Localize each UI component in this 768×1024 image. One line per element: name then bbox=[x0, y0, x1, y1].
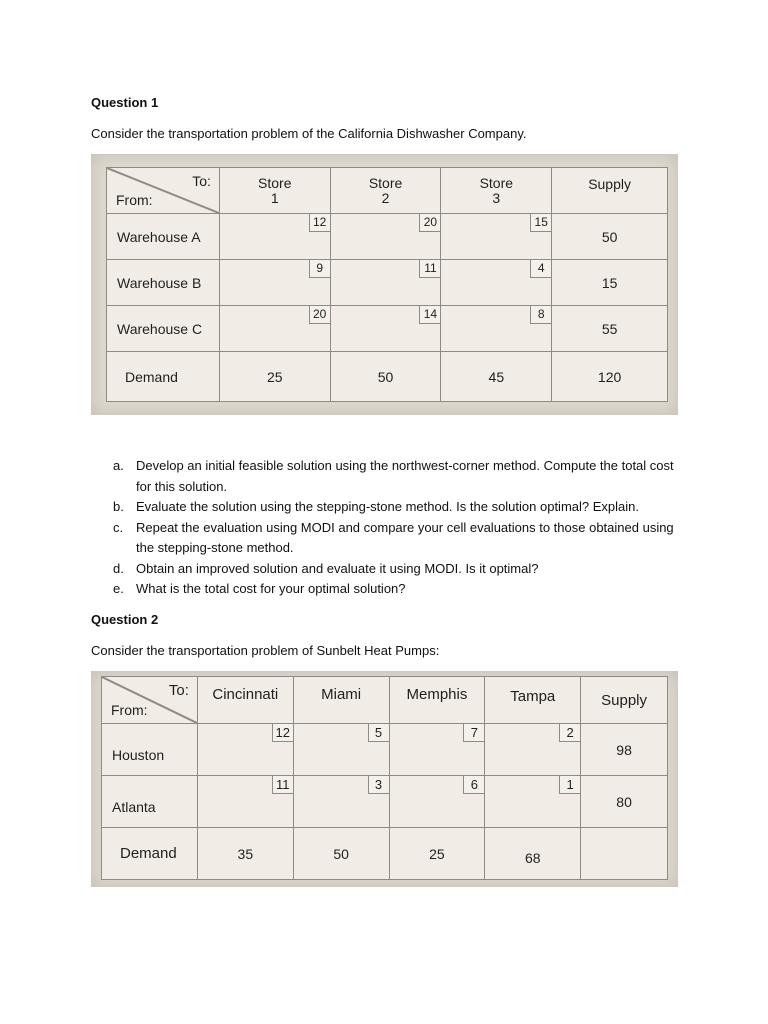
to-label: To: bbox=[192, 173, 211, 189]
cell bbox=[219, 306, 330, 352]
question-2-intro: Consider the transportation problem of Sunbelt Heat Pumps: bbox=[91, 643, 440, 658]
list-text: Evaluate the solution using the stepping-stone method. Is the solution optimal? Explain. bbox=[136, 499, 639, 514]
cost-box: 12 bbox=[272, 724, 293, 742]
cell bbox=[389, 724, 485, 776]
cell bbox=[197, 776, 293, 828]
cell bbox=[441, 260, 552, 306]
cost-box: 20 bbox=[419, 214, 440, 232]
list-item bbox=[91, 497, 691, 518]
list-marker: c. bbox=[113, 519, 124, 535]
cell bbox=[219, 260, 330, 306]
table-header-row bbox=[102, 677, 668, 724]
question-2-table-photo bbox=[91, 671, 678, 887]
column-header-store-1: Store 1 bbox=[219, 168, 330, 214]
column-header-tampa: Tampa bbox=[485, 677, 581, 724]
row-label-demand: Demand bbox=[102, 828, 198, 880]
supply-value: 55 bbox=[552, 306, 668, 352]
cell bbox=[389, 776, 485, 828]
question-2-heading: Question 2 bbox=[91, 612, 159, 627]
list-marker: d. bbox=[113, 560, 124, 576]
corner-header-cell bbox=[107, 168, 220, 214]
demand-value: 25 bbox=[389, 828, 485, 880]
list-item bbox=[91, 579, 691, 600]
supply-value: 50 bbox=[552, 214, 668, 260]
row-label-warehouse-b: Warehouse B bbox=[107, 260, 220, 306]
column-header-supply: Supply bbox=[552, 168, 668, 214]
from-label: From: bbox=[116, 192, 153, 208]
cell bbox=[219, 214, 330, 260]
supply-value: 80 bbox=[581, 776, 668, 828]
cost-box: 6 bbox=[463, 776, 484, 794]
demand-value: 68 bbox=[485, 828, 581, 880]
demand-value: 50 bbox=[330, 352, 441, 402]
cell bbox=[441, 214, 552, 260]
cell bbox=[485, 776, 581, 828]
to-label: To: bbox=[168, 682, 189, 699]
list-text: Develop an initial feasible solution using the northwest-corner method. Compute the total cost for this solution. bbox=[136, 458, 674, 494]
cell bbox=[441, 306, 552, 352]
question-1-intro: Consider the transportation problem of the California Dishwasher Company. bbox=[91, 126, 527, 141]
cost-box: 9 bbox=[309, 260, 330, 278]
list-item bbox=[91, 559, 691, 580]
cost-box: 2 bbox=[559, 724, 580, 742]
cell bbox=[293, 724, 389, 776]
demand-value: 35 bbox=[197, 828, 293, 880]
from-label: From: bbox=[111, 702, 148, 718]
demand-value: 45 bbox=[441, 352, 552, 402]
question-1-parts-list bbox=[91, 456, 691, 600]
row-label-demand: Demand bbox=[107, 352, 220, 402]
column-header-store-2: Store 2 bbox=[330, 168, 441, 214]
table-row bbox=[107, 260, 668, 306]
total-value: 120 bbox=[552, 352, 668, 402]
cost-box: 8 bbox=[530, 306, 551, 324]
row-label-warehouse-a: Warehouse A bbox=[107, 214, 220, 260]
table-row bbox=[102, 724, 668, 776]
list-marker: e. bbox=[113, 581, 124, 596]
cost-box: 3 bbox=[368, 776, 389, 794]
row-label-houston: Houston bbox=[102, 724, 198, 776]
table-row bbox=[107, 214, 668, 260]
question-2-transportation-table bbox=[101, 676, 668, 880]
table-row bbox=[107, 306, 668, 352]
list-text: What is the total cost for your optimal solution? bbox=[136, 581, 406, 596]
question-1-table-photo bbox=[91, 154, 678, 415]
supply-value: 15 bbox=[552, 260, 668, 306]
cell bbox=[293, 776, 389, 828]
cost-box: 12 bbox=[309, 214, 330, 232]
row-label-atlanta: Atlanta bbox=[102, 776, 198, 828]
column-header-miami: Miami bbox=[293, 677, 389, 724]
cost-box: 20 bbox=[309, 306, 330, 324]
cell bbox=[485, 724, 581, 776]
list-item bbox=[91, 456, 691, 497]
cost-box: 4 bbox=[530, 260, 551, 278]
cell bbox=[330, 260, 441, 306]
cost-box: 11 bbox=[419, 260, 440, 278]
cost-box: 1 bbox=[559, 776, 580, 794]
list-text: Repeat the evaluation using MODI and compare your cell evaluations to those obtained using the stepping-stone method. bbox=[136, 519, 674, 555]
table-row bbox=[102, 776, 668, 828]
empty-cell bbox=[581, 828, 668, 880]
list-text: Obtain an improved solution and evaluate it using MODI. Is it optimal? bbox=[136, 560, 539, 576]
supply-value: 98 bbox=[581, 724, 668, 776]
column-header-store-3: Store 3 bbox=[441, 168, 552, 214]
cost-box: 14 bbox=[419, 306, 440, 324]
column-header-supply: Supply bbox=[581, 677, 668, 724]
row-label-warehouse-c: Warehouse C bbox=[107, 306, 220, 352]
cost-box: 11 bbox=[272, 776, 293, 794]
question-1-heading: Question 1 bbox=[91, 95, 159, 110]
demand-value: 25 bbox=[219, 352, 330, 402]
cell bbox=[330, 214, 441, 260]
demand-row bbox=[107, 352, 668, 402]
column-header-memphis: Memphis bbox=[389, 677, 485, 724]
column-header-cincinnati: Cincinnati bbox=[197, 677, 293, 724]
question-1-transportation-table bbox=[106, 167, 668, 402]
demand-row bbox=[102, 828, 668, 880]
list-item bbox=[91, 518, 691, 559]
cost-box: 15 bbox=[530, 214, 551, 232]
list-marker: a. bbox=[113, 458, 124, 473]
cell bbox=[330, 306, 441, 352]
table-header-row bbox=[107, 168, 668, 214]
corner-header-cell bbox=[102, 677, 198, 724]
cost-box: 5 bbox=[368, 724, 389, 742]
list-marker: b. bbox=[113, 499, 124, 514]
demand-value: 50 bbox=[293, 828, 389, 880]
cost-box: 7 bbox=[463, 724, 484, 742]
cell bbox=[197, 724, 293, 776]
